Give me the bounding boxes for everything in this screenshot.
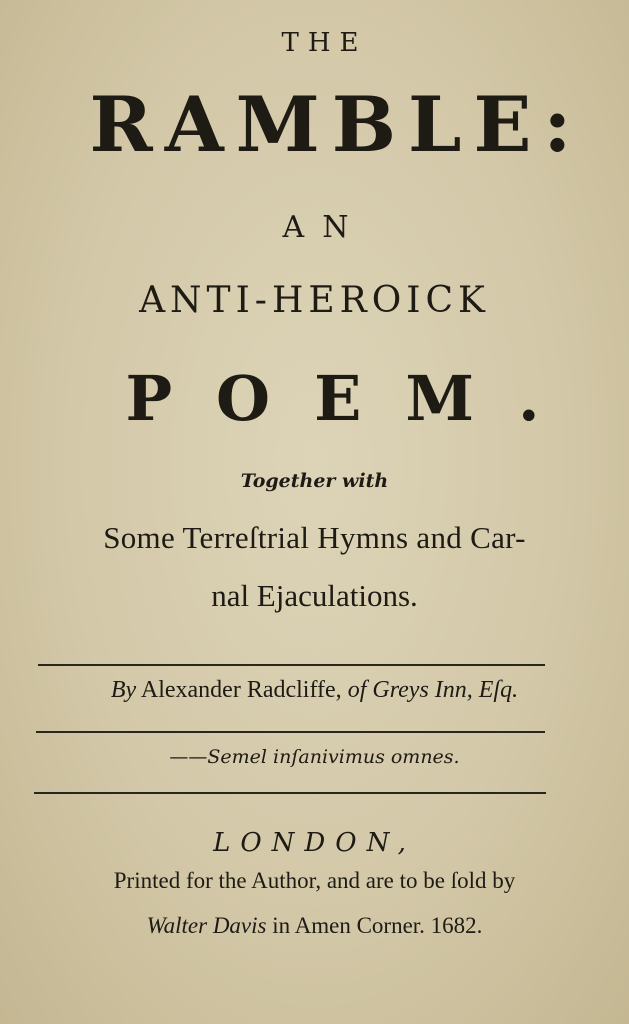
main-title: RAMBLE: — [89, 80, 584, 169]
hymns-line-1: Some Terreſtrial Hymns and Car- — [103, 520, 526, 555]
title-the: THE — [281, 28, 368, 58]
motto: ——Semel inſanivimus omnes. — [169, 746, 460, 768]
hymns-line-2: nal Ejaculations. — [211, 578, 418, 613]
together-with: Together with — [240, 470, 389, 492]
subtitle-poem: POEM. — [125, 362, 584, 435]
author-line — [0, 677, 629, 704]
subtitle-anti-heroick: ANTI-HEROICK — [139, 280, 490, 321]
rule-top — [38, 664, 545, 666]
rule-bottom — [34, 792, 546, 794]
author-inn: of Greys Inn, Eſq. — [347, 677, 519, 703]
imprint-seller: Walter Davis — [146, 913, 267, 938]
title-an: AN — [282, 210, 367, 245]
imprint-city: LONDON, — [213, 828, 416, 858]
imprint-year: 1682. — [430, 913, 483, 938]
imprint-printed: Printed for the Author, and are to be ſold by — [113, 868, 516, 893]
author-name: Alexander Radcliffe, — [140, 677, 342, 703]
imprint-location: in Amen Corner. — [272, 913, 425, 938]
rule-middle — [36, 731, 545, 733]
imprint-seller-line — [0, 913, 629, 939]
author-by: By — [110, 677, 137, 703]
